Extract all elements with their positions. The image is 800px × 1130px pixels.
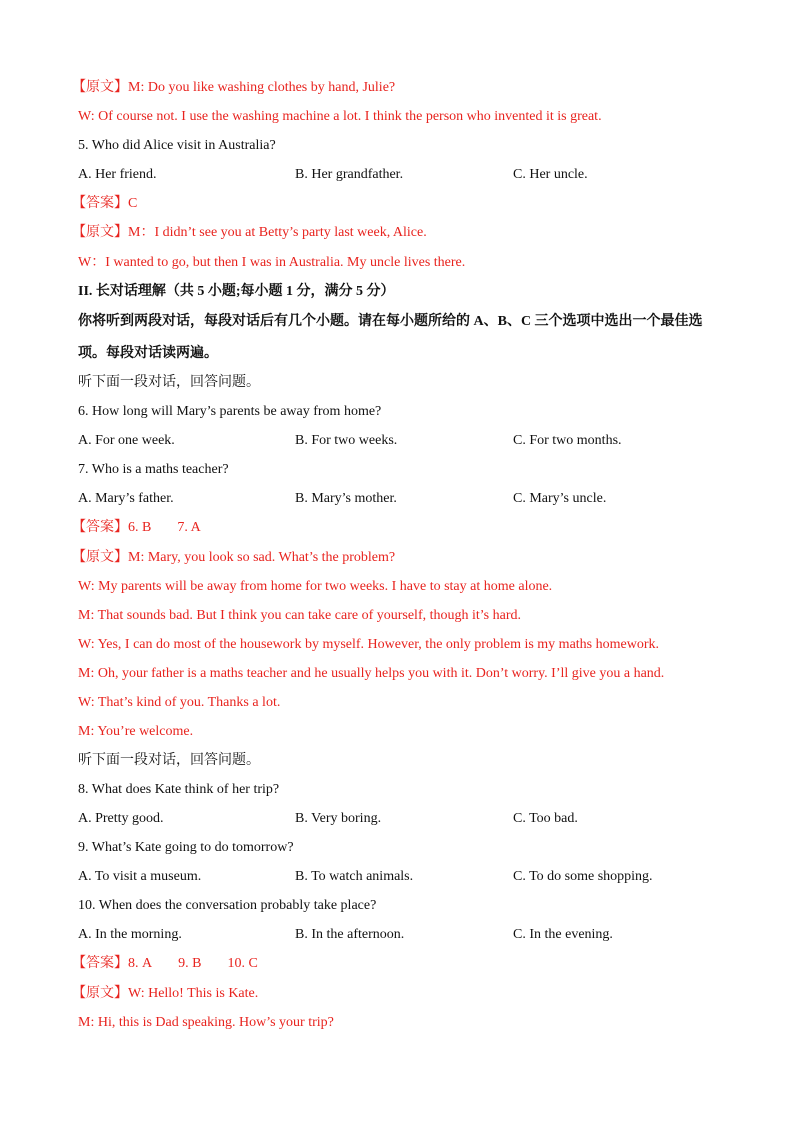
transcript-line: 【原文】M: Do you like washing clothes by hand, Julie?: [72, 80, 396, 95]
option-c: C. To do some shopping.: [513, 869, 653, 884]
transcript-line: M: You’re welcome.: [78, 724, 194, 739]
answer-label: 【答案】: [72, 520, 128, 535]
answer-line: [72, 519, 201, 537]
answer-value: 6. B: [128, 520, 152, 535]
listening-prompt: 听下面一段对话，回答问题。: [78, 375, 260, 390]
answer-value: 9. B: [178, 956, 202, 971]
transcript-line: W：I wanted to go, but then I was in Australia. My uncle lives there.: [78, 255, 466, 270]
option-c: C. Too bad.: [513, 811, 578, 826]
answer-value: 8. A: [128, 956, 153, 971]
question-6: 6. How long will Mary’s parents be away from home?: [78, 404, 382, 419]
question-7: 7. Who is a maths teacher?: [78, 462, 229, 477]
listening-prompt: 听下面一段对话，回答问题。: [78, 753, 260, 768]
answer-value: 7. A: [177, 520, 201, 535]
section-heading: II. 长对话理解（共 5 小题;每小题 1 分，满分 5 分）: [78, 284, 395, 299]
transcript-line: M: Hi, this is Dad speaking. How’s your trip?: [78, 1015, 334, 1030]
transcript-line: 【原文】M: Mary, you look so sad. What’s the problem?: [72, 550, 396, 565]
option-a: A. For one week.: [78, 433, 175, 448]
option-b: B. Mary’s mother.: [295, 491, 397, 506]
option-a: A. Her friend.: [78, 167, 157, 182]
answer-value: C: [128, 196, 138, 211]
option-b: B. For two weeks.: [295, 433, 398, 448]
option-a: A. In the morning.: [78, 927, 182, 942]
option-a: A. Pretty good.: [78, 811, 164, 826]
transcript-line: W: That’s kind of you. Thanks a lot.: [78, 695, 281, 710]
option-b: B. To watch animals.: [295, 869, 414, 884]
instructions: 项。每段对话读两遍。: [78, 346, 218, 361]
answer-label: 【答案】: [72, 956, 128, 971]
transcript-line: W: Of course not. I use the washing machine a lot. I think the person who invented it is great.: [78, 109, 602, 124]
answer-line: [72, 195, 137, 213]
option-c: C. Her uncle.: [513, 167, 588, 182]
answer-line: [72, 955, 258, 973]
question-5: 5. Who did Alice visit in Australia?: [78, 138, 276, 153]
transcript-line: 【原文】M：I didn’t see you at Betty’s party last week, Alice.: [72, 225, 427, 240]
question-10: 10. When does the conversation probably take place?: [78, 898, 377, 913]
answer-label: 【答案】: [72, 196, 128, 211]
question-8: 8. What does Kate think of her trip?: [78, 782, 280, 797]
option-c: C. In the evening.: [513, 927, 613, 942]
option-c: C. For two months.: [513, 433, 622, 448]
option-a: A. Mary’s father.: [78, 491, 174, 506]
transcript-line: W: My parents will be away from home for two weeks. I have to stay at home alone.: [78, 579, 553, 594]
instructions: 你将听到两段对话，每段对话后有几个小题。请在每小题所给的 A、B、C 三个选项中选出一个最佳选: [78, 314, 703, 329]
option-b: B. Very boring.: [295, 811, 382, 826]
answer-value: 10. C: [227, 956, 258, 971]
transcript-line: M: Oh, your father is a maths teacher and he usually helps you with it. Don’t worry. I’ll give you a hand.: [78, 666, 665, 681]
option-c: C. Mary’s uncle.: [513, 491, 607, 506]
transcript-line: W: Yes, I can do most of the housework by myself. However, the only problem is my maths homework.: [78, 637, 659, 652]
option-b: B. Her grandfather.: [295, 167, 404, 182]
question-9: 9. What’s Kate going to do tomorrow?: [78, 840, 294, 855]
option-b: B. In the afternoon.: [295, 927, 405, 942]
option-a: A. To visit a museum.: [78, 869, 202, 884]
transcript-line: 【原文】W: Hello! This is Kate.: [72, 986, 259, 1001]
transcript-line: M: That sounds bad. But I think you can take care of yourself, though it’s hard.: [78, 608, 521, 623]
